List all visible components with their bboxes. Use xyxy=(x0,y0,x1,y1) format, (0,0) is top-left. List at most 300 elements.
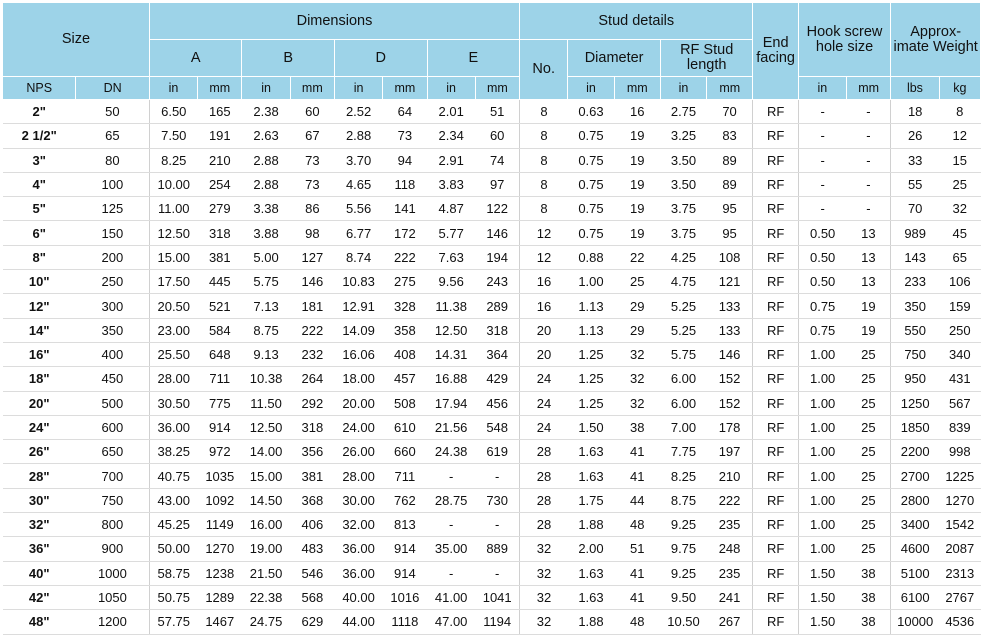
table-cell: 8 xyxy=(520,124,568,148)
table-cell: 20 xyxy=(520,318,568,342)
table-cell: 711 xyxy=(383,464,427,488)
table-cell: 350 xyxy=(891,294,939,318)
table-cell: 65 xyxy=(939,245,980,269)
table-cell: 36.00 xyxy=(334,561,382,585)
table-cell: 1200 xyxy=(76,610,149,634)
table-cell: 25 xyxy=(847,440,891,464)
table-cell: 1050 xyxy=(76,585,149,609)
table-cell: RF xyxy=(753,561,798,585)
table-cell: 508 xyxy=(383,391,427,415)
table-cell: 8.25 xyxy=(660,464,706,488)
table-cell: 0.50 xyxy=(798,221,846,245)
table-cell: 98 xyxy=(290,221,334,245)
table-cell: 194 xyxy=(475,245,519,269)
table-cell: 550 xyxy=(891,318,939,342)
table-cell: 14.00 xyxy=(242,440,290,464)
table-cell: 25 xyxy=(614,270,660,294)
table-cell: 1.00 xyxy=(798,488,846,512)
flange-dimensions-table xyxy=(2,2,981,635)
unit-header: in xyxy=(242,77,290,100)
table-row xyxy=(3,197,981,221)
table-cell: 23.00 xyxy=(149,318,197,342)
table-cell: 64 xyxy=(383,100,427,124)
table-cell: - xyxy=(475,513,519,537)
table-cell: 8.74 xyxy=(334,245,382,269)
table-cell: 9.50 xyxy=(660,585,706,609)
table-cell: 38 xyxy=(847,610,891,634)
table-cell: 19 xyxy=(614,221,660,245)
table-cell: 235 xyxy=(707,513,753,537)
table-row xyxy=(3,415,981,439)
table-cell: 65 xyxy=(76,124,149,148)
table-cell: 9.25 xyxy=(660,561,706,585)
table-cell: 8.25 xyxy=(149,148,197,172)
table-cell: 48 xyxy=(614,513,660,537)
table-cell: 146 xyxy=(475,221,519,245)
table-cell: 10.83 xyxy=(334,270,382,294)
nps-cell: 40" xyxy=(3,561,76,585)
table-cell: 80 xyxy=(76,148,149,172)
table-cell: 197 xyxy=(707,440,753,464)
table-cell: 5.56 xyxy=(334,197,382,221)
table-cell: 222 xyxy=(707,488,753,512)
table-cell: RF xyxy=(753,610,798,634)
table-cell: 0.75 xyxy=(798,318,846,342)
table-cell: 20 xyxy=(520,342,568,366)
table-cell: 24.00 xyxy=(334,415,382,439)
table-cell: 60 xyxy=(290,100,334,124)
unit-header: mm xyxy=(475,77,519,100)
unit-header: mm xyxy=(847,77,891,100)
table-cell: 548 xyxy=(475,415,519,439)
table-cell: 356 xyxy=(290,440,334,464)
table-cell: 243 xyxy=(475,270,519,294)
table-cell: 730 xyxy=(475,488,519,512)
table-cell: 30.00 xyxy=(334,488,382,512)
table-cell: 133 xyxy=(707,294,753,318)
table-row xyxy=(3,537,981,561)
table-cell: 660 xyxy=(383,440,427,464)
stud-details-header: Stud details xyxy=(520,3,753,40)
table-cell: 914 xyxy=(198,415,242,439)
table-cell: 50 xyxy=(76,100,149,124)
table-cell: - xyxy=(847,148,891,172)
table-cell: 19 xyxy=(614,148,660,172)
table-cell: 32.00 xyxy=(334,513,382,537)
table-cell: 1542 xyxy=(939,513,980,537)
table-cell: 97 xyxy=(475,172,519,196)
table-cell: 0.75 xyxy=(568,172,614,196)
table-cell: 5.75 xyxy=(660,342,706,366)
table-cell: 5.75 xyxy=(242,270,290,294)
nps-cell: 28" xyxy=(3,464,76,488)
table-cell: - xyxy=(798,100,846,124)
table-cell: 47.00 xyxy=(427,610,475,634)
table-cell: 6100 xyxy=(891,585,939,609)
table-cell: 7.63 xyxy=(427,245,475,269)
table-cell: 1467 xyxy=(198,610,242,634)
table-cell: 165 xyxy=(198,100,242,124)
unit-header: in xyxy=(660,77,706,100)
table-cell: 12.50 xyxy=(427,318,475,342)
table-cell: 32 xyxy=(614,342,660,366)
table-cell: 6.50 xyxy=(149,100,197,124)
table-cell: 619 xyxy=(475,440,519,464)
unit-header: in xyxy=(798,77,846,100)
table-cell: 19 xyxy=(614,124,660,148)
table-cell: 28 xyxy=(520,464,568,488)
table-cell: 4536 xyxy=(939,610,980,634)
table-cell: 839 xyxy=(939,415,980,439)
table-cell: 44.00 xyxy=(334,610,382,634)
table-cell: 1.63 xyxy=(568,585,614,609)
table-cell: 6.77 xyxy=(334,221,382,245)
table-cell: 1.63 xyxy=(568,440,614,464)
table-cell: 89 xyxy=(707,148,753,172)
table-cell: 1.13 xyxy=(568,318,614,342)
table-cell: 146 xyxy=(707,342,753,366)
table-cell: 8 xyxy=(520,100,568,124)
table-cell: 43.00 xyxy=(149,488,197,512)
table-cell: 9.56 xyxy=(427,270,475,294)
table-cell: 0.50 xyxy=(798,245,846,269)
table-row xyxy=(3,367,981,391)
table-cell: 8 xyxy=(520,148,568,172)
table-cell: 11.00 xyxy=(149,197,197,221)
table-cell: 3400 xyxy=(891,513,939,537)
table-cell: 8.75 xyxy=(242,318,290,342)
table-cell: 22.38 xyxy=(242,585,290,609)
table-cell: 24 xyxy=(520,367,568,391)
table-cell: - xyxy=(475,464,519,488)
table-cell: 1.63 xyxy=(568,464,614,488)
table-cell: 58.75 xyxy=(149,561,197,585)
table-row xyxy=(3,318,981,342)
table-cell: 1.50 xyxy=(798,585,846,609)
table-cell: 19 xyxy=(614,197,660,221)
table-cell: 0.63 xyxy=(568,100,614,124)
table-row xyxy=(3,172,981,196)
nps-cell: 3" xyxy=(3,148,76,172)
table-cell: 1238 xyxy=(198,561,242,585)
table-cell: 0.50 xyxy=(798,270,846,294)
table-cell: 0.75 xyxy=(568,197,614,221)
table-cell: 998 xyxy=(939,440,980,464)
table-cell: 775 xyxy=(198,391,242,415)
table-cell: - xyxy=(847,172,891,196)
table-cell: - xyxy=(427,464,475,488)
table-cell: 8.75 xyxy=(660,488,706,512)
table-cell: 6.00 xyxy=(660,367,706,391)
table-cell: 0.75 xyxy=(568,148,614,172)
table-cell: 1.00 xyxy=(798,537,846,561)
unit-header: mm xyxy=(198,77,242,100)
table-cell: 328 xyxy=(383,294,427,318)
table-cell: 500 xyxy=(76,391,149,415)
table-cell: 5.25 xyxy=(660,318,706,342)
table-cell: 29 xyxy=(614,294,660,318)
table-cell: 989 xyxy=(891,221,939,245)
table-cell: 2700 xyxy=(891,464,939,488)
table-cell: 264 xyxy=(290,367,334,391)
unit-header: in xyxy=(568,77,614,100)
table-cell: 2200 xyxy=(891,440,939,464)
table-cell: 4.75 xyxy=(660,270,706,294)
table-cell: 51 xyxy=(614,537,660,561)
table-cell: RF xyxy=(753,172,798,196)
table-cell: 0.75 xyxy=(568,221,614,245)
table-cell: 74 xyxy=(475,148,519,172)
table-cell: 250 xyxy=(939,318,980,342)
nps-cell: 10" xyxy=(3,270,76,294)
table-cell: 2.88 xyxy=(334,124,382,148)
table-cell: 1.00 xyxy=(798,464,846,488)
table-cell: 408 xyxy=(383,342,427,366)
table-cell: 19 xyxy=(847,294,891,318)
table-cell: 16 xyxy=(614,100,660,124)
table-row xyxy=(3,610,981,634)
table-cell: RF xyxy=(753,415,798,439)
table-cell: 3.50 xyxy=(660,172,706,196)
table-cell: RF xyxy=(753,585,798,609)
table-cell: 152 xyxy=(707,367,753,391)
table-cell: 0.75 xyxy=(568,124,614,148)
table-cell: 51 xyxy=(475,100,519,124)
dimensions-header: Dimensions xyxy=(149,3,519,40)
table-cell: 9.13 xyxy=(242,342,290,366)
table-cell: 57.75 xyxy=(149,610,197,634)
table-cell: - xyxy=(427,561,475,585)
table-cell: 32 xyxy=(939,197,980,221)
table-cell: 1.00 xyxy=(798,513,846,537)
table-cell: 1035 xyxy=(198,464,242,488)
table-cell: 406 xyxy=(290,513,334,537)
table-cell: 106 xyxy=(939,270,980,294)
hook-screw-header: Hook screw hole size xyxy=(798,3,891,77)
table-cell: 38 xyxy=(847,561,891,585)
nps-cell: 20" xyxy=(3,391,76,415)
table-cell: RF xyxy=(753,100,798,124)
table-cell: 29 xyxy=(614,318,660,342)
table-cell: 5100 xyxy=(891,561,939,585)
table-cell: 30.50 xyxy=(149,391,197,415)
table-cell: 584 xyxy=(198,318,242,342)
table-cell: 44 xyxy=(614,488,660,512)
table-cell: 122 xyxy=(475,197,519,221)
unit-header: in xyxy=(427,77,475,100)
table-cell: 28.00 xyxy=(149,367,197,391)
table-cell: RF xyxy=(753,367,798,391)
table-cell: 7.13 xyxy=(242,294,290,318)
table-cell: 38 xyxy=(614,415,660,439)
unit-header: mm xyxy=(383,77,427,100)
table-cell: 24 xyxy=(520,415,568,439)
table-cell: 429 xyxy=(475,367,519,391)
table-cell: 289 xyxy=(475,294,519,318)
table-cell: 73 xyxy=(290,172,334,196)
table-cell: 125 xyxy=(76,197,149,221)
table-cell: 38 xyxy=(847,585,891,609)
table-cell: 1.25 xyxy=(568,391,614,415)
table-cell: 118 xyxy=(383,172,427,196)
unit-header: mm xyxy=(707,77,753,100)
table-cell: 15.00 xyxy=(149,245,197,269)
table-cell: 889 xyxy=(475,537,519,561)
table-cell: 5.25 xyxy=(660,294,706,318)
nps-cell: 2" xyxy=(3,100,76,124)
table-cell: 2800 xyxy=(891,488,939,512)
table-cell: 4.25 xyxy=(660,245,706,269)
table-cell: 17.50 xyxy=(149,270,197,294)
table-cell: 2.01 xyxy=(427,100,475,124)
table-row xyxy=(3,585,981,609)
table-cell: 483 xyxy=(290,537,334,561)
table-cell: 38.25 xyxy=(149,440,197,464)
size-header: Size xyxy=(3,3,150,77)
table-cell: 8 xyxy=(520,197,568,221)
table-cell: 146 xyxy=(290,270,334,294)
nps-cell: 30" xyxy=(3,488,76,512)
table-row xyxy=(3,391,981,415)
table-cell: 8 xyxy=(939,100,980,124)
table-cell: 567 xyxy=(939,391,980,415)
table-cell: 150 xyxy=(76,221,149,245)
table-cell: 8 xyxy=(520,172,568,196)
table-cell: 254 xyxy=(198,172,242,196)
table-cell: 35.00 xyxy=(427,537,475,561)
table-cell: RF xyxy=(753,318,798,342)
table-row xyxy=(3,561,981,585)
table-cell: 25 xyxy=(847,415,891,439)
table-cell: 26.00 xyxy=(334,440,382,464)
table-cell: 350 xyxy=(76,318,149,342)
table-cell: 25 xyxy=(847,464,891,488)
nps-cell: 2 1/2" xyxy=(3,124,76,148)
table-cell: 457 xyxy=(383,367,427,391)
table-cell: 13 xyxy=(847,245,891,269)
table-cell: 279 xyxy=(198,197,242,221)
unit-header: kg xyxy=(939,77,980,100)
table-cell: - xyxy=(798,148,846,172)
table-cell: 813 xyxy=(383,513,427,537)
table-cell: 3.83 xyxy=(427,172,475,196)
table-cell: 41 xyxy=(614,561,660,585)
table-cell: 12 xyxy=(939,124,980,148)
table-cell: 235 xyxy=(707,561,753,585)
nps-cell: 24" xyxy=(3,415,76,439)
table-cell: 28 xyxy=(520,440,568,464)
table-cell: 400 xyxy=(76,342,149,366)
table-cell: 1225 xyxy=(939,464,980,488)
table-cell: 5.77 xyxy=(427,221,475,245)
table-row xyxy=(3,488,981,512)
table-cell: 32 xyxy=(520,585,568,609)
table-cell: 143 xyxy=(891,245,939,269)
table-cell: 41 xyxy=(614,464,660,488)
table-cell: 1.50 xyxy=(798,610,846,634)
table-cell: 3.75 xyxy=(660,221,706,245)
table-cell: 3.50 xyxy=(660,148,706,172)
table-cell: 456 xyxy=(475,391,519,415)
table-cell: 9.25 xyxy=(660,513,706,537)
table-cell: 1270 xyxy=(198,537,242,561)
table-cell: - xyxy=(475,561,519,585)
table-cell: 250 xyxy=(76,270,149,294)
table-cell: 48 xyxy=(614,610,660,634)
table-cell: RF xyxy=(753,294,798,318)
table-cell: 25 xyxy=(847,391,891,415)
dim-e-header: E xyxy=(427,40,520,77)
table-cell: 1.63 xyxy=(568,561,614,585)
table-cell: - xyxy=(847,197,891,221)
table-cell: 181 xyxy=(290,294,334,318)
table-cell: 1000 xyxy=(76,561,149,585)
table-cell: 950 xyxy=(891,367,939,391)
table-cell: RF xyxy=(753,148,798,172)
table-cell: - xyxy=(798,172,846,196)
table-cell: 32 xyxy=(520,561,568,585)
table-cell: 1092 xyxy=(198,488,242,512)
table-cell: 2.52 xyxy=(334,100,382,124)
table-cell: 60 xyxy=(475,124,519,148)
unit-header: lbs xyxy=(891,77,939,100)
table-cell: 28.00 xyxy=(334,464,382,488)
table-cell: 1.00 xyxy=(798,440,846,464)
table-cell: 33 xyxy=(891,148,939,172)
table-cell: 26 xyxy=(891,124,939,148)
table-cell: 1.00 xyxy=(798,342,846,366)
table-cell: 914 xyxy=(383,537,427,561)
table-row xyxy=(3,270,981,294)
table-cell: 25 xyxy=(847,513,891,537)
table-cell: 50.75 xyxy=(149,585,197,609)
table-cell: 70 xyxy=(707,100,753,124)
table-cell: 45 xyxy=(939,221,980,245)
table-cell: 2.91 xyxy=(427,148,475,172)
nps-cell: 8" xyxy=(3,245,76,269)
table-cell: RF xyxy=(753,537,798,561)
table-cell: 3.25 xyxy=(660,124,706,148)
table-cell: RF xyxy=(753,391,798,415)
table-cell: 12.91 xyxy=(334,294,382,318)
table-cell: 9.75 xyxy=(660,537,706,561)
table-cell: 267 xyxy=(707,610,753,634)
table-cell: RF xyxy=(753,342,798,366)
weight-header: Approx- imate Weight xyxy=(891,3,981,77)
table-cell: 368 xyxy=(290,488,334,512)
table-cell: 32 xyxy=(614,391,660,415)
table-cell: 16.06 xyxy=(334,342,382,366)
table-cell: 86 xyxy=(290,197,334,221)
table-cell: 21.50 xyxy=(242,561,290,585)
table-cell: 1118 xyxy=(383,610,427,634)
table-cell: 12 xyxy=(520,221,568,245)
table-cell: 4.87 xyxy=(427,197,475,221)
table-cell: 25 xyxy=(939,172,980,196)
nps-cell: 48" xyxy=(3,610,76,634)
table-cell: 1.75 xyxy=(568,488,614,512)
table-cell: 1289 xyxy=(198,585,242,609)
table-cell: 50.00 xyxy=(149,537,197,561)
table-cell: 178 xyxy=(707,415,753,439)
table-cell: 17.94 xyxy=(427,391,475,415)
table-cell: RF xyxy=(753,245,798,269)
table-cell: 12.50 xyxy=(242,415,290,439)
table-cell: 222 xyxy=(383,245,427,269)
table-cell: 19 xyxy=(614,172,660,196)
table-cell: 36.00 xyxy=(149,415,197,439)
nps-cell: 6" xyxy=(3,221,76,245)
